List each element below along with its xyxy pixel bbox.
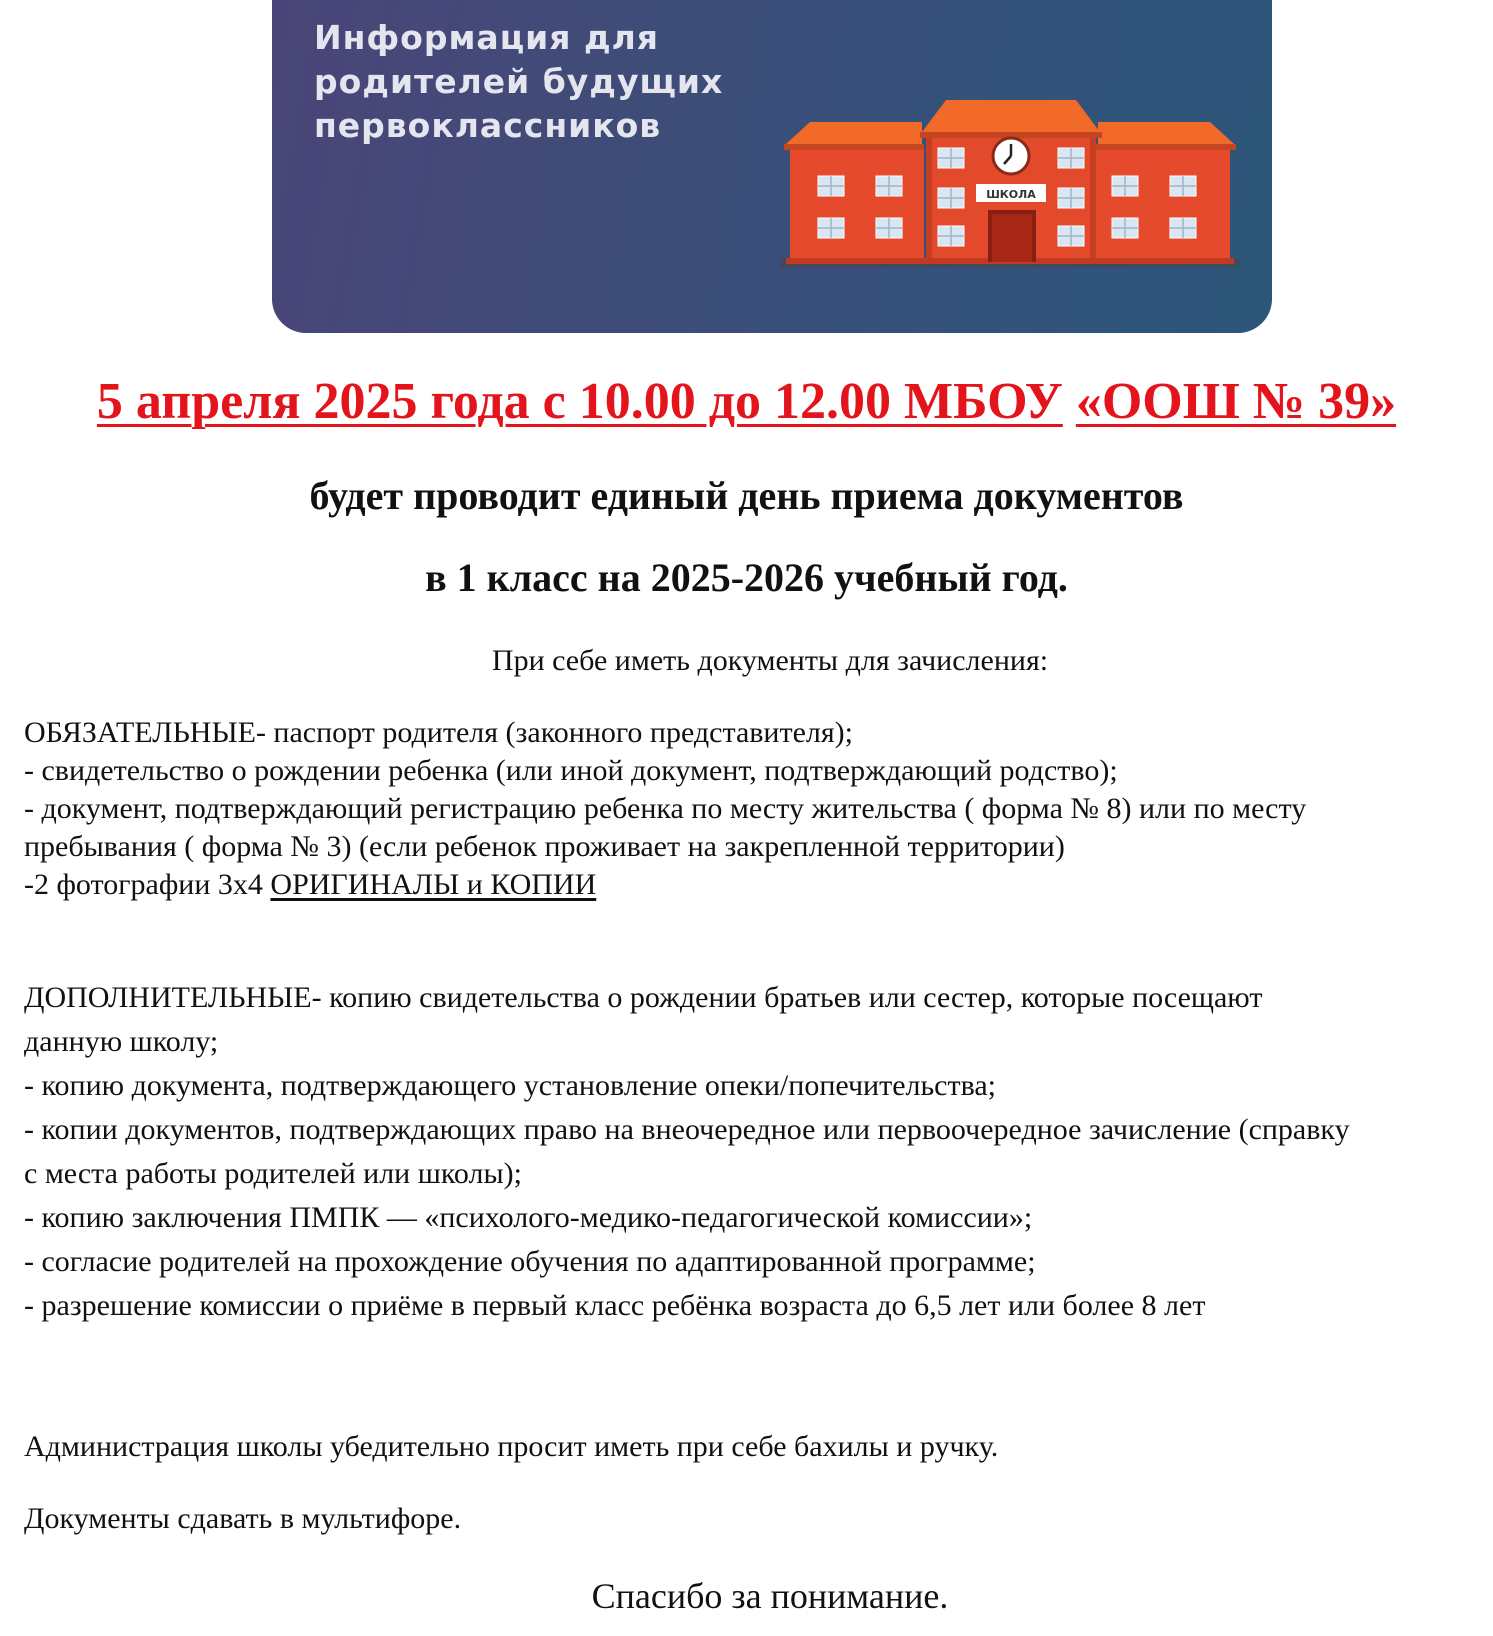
intro-text: При себе иметь документы для зачисления: [491, 644, 1049, 677]
list-item: пребывания ( форма № 3) (если ребенок проживает на закрепленной территории) [24, 830, 1065, 863]
note-folder: Документы сдавать в мультифоре. [24, 1502, 462, 1535]
banner-title [314, 16, 834, 148]
banner [272, 0, 1272, 333]
list-item: - разрешение комиссии о приёме в первый класс ребёнка возраста до 6,5 лет или более 8 лет [24, 1289, 1206, 1322]
list-item: данную школу; [24, 1025, 219, 1058]
banner-title-line: родителей будущих [314, 62, 724, 101]
subheading: в 1 класс на 2025-2026 учебный год. [425, 555, 1068, 600]
note-shoe-covers: Администрация школы убедительно просит иметь при себе бахилы и ручку. [24, 1430, 999, 1463]
list-item: - копии документов, подтверждающих право на внеочередное или первоочередное зачисление (справку [24, 1113, 1350, 1146]
photos-text: -2 фотографии 3х4 [24, 868, 271, 901]
list-item: ДОПОЛНИТЕЛЬНЫЕ- копию свидетельства о рождении братьев или сестер, которые посещают [24, 981, 1263, 1014]
list-item: - документ, подтверждающий регистрацию ребенка по месту жительства ( форма № 8) или по месту [24, 792, 1307, 825]
headline [0, 372, 1493, 431]
list-item: ОБЯЗАТЕЛЬНЫЕ- паспорт родителя (законного представителя); [24, 716, 853, 749]
headline-date-time: 5 апреля 2025 года с 10.00 до 12.00 МБОУ [96, 373, 1063, 430]
list-item: - согласие родителей на прохождение обучения по адаптированной программе; [24, 1245, 1036, 1278]
list-item: - копию документа, подтверждающего установление опеки/попечительства; [24, 1069, 997, 1102]
banner-title-line: Информация для [314, 18, 659, 57]
subheading: будет проводит единый день приема документов [309, 473, 1184, 518]
list-item: с места работы родителей или школы); [24, 1157, 522, 1190]
required-documents-list [24, 714, 1306, 904]
thanks-text: Спасибо за понимание. [591, 1576, 949, 1616]
additional-documents-list [24, 976, 1350, 1328]
headline-school-name: «ООШ № 39» [1075, 373, 1397, 430]
school-sign: ШКОЛА [986, 188, 1036, 201]
list-item: - копию заключения ПМПК — «психолого-медико-педагогической комиссии»; [24, 1201, 1033, 1234]
list-item: - свидетельство о рождении ребенка (или иной документ, подтверждающий родство); [24, 754, 1118, 787]
school-building-illustration [780, 100, 1240, 290]
banner-title-line: первоклассников [314, 106, 662, 145]
originals-and-copies: ОРИГИНАЛЫ и КОПИИ [270, 868, 597, 901]
list-item [24, 866, 1306, 904]
